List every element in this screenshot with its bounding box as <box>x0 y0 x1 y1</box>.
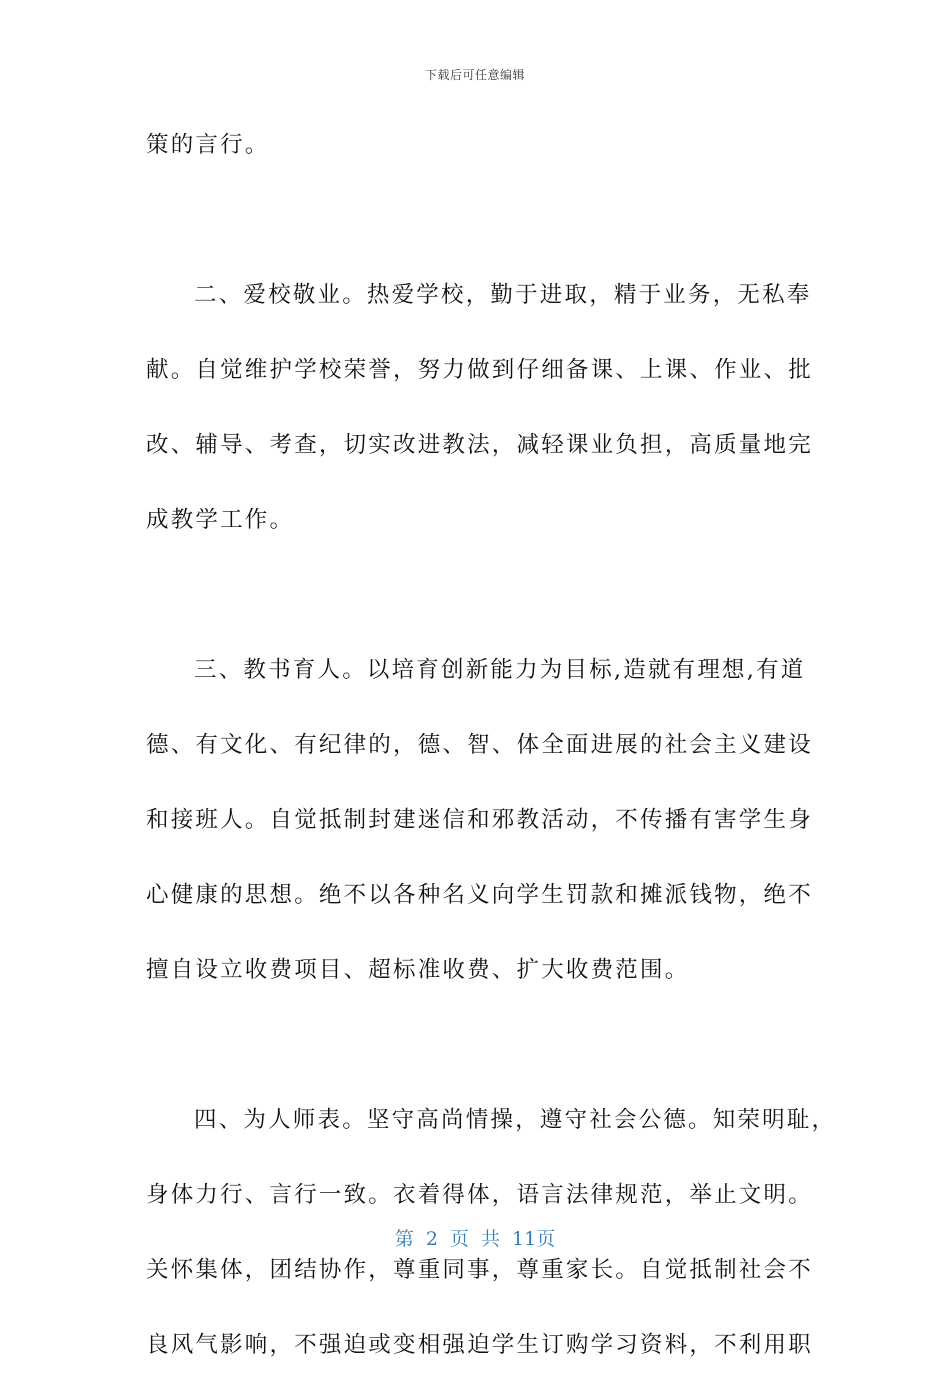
blank-line <box>146 568 810 643</box>
text-line: 策的言行。 <box>146 132 270 158</box>
page-header: 下载后可任意编辑 <box>424 68 525 82</box>
text-line: 良风气影响，不强迫或变相强迫学生订购学习资料，不利用职 <box>146 1332 813 1358</box>
text-line: 身体力行、言行一致。衣着得体，语言法律规范，举止文明。 <box>146 1182 813 1208</box>
page-footer-page-number: 第 2 页 共 11页 <box>394 1228 556 1250</box>
text-line: 献。自觉维护学校荣誉，努力做到仔细备课、上课、作业、批 <box>146 357 813 383</box>
text-line: 心健康的思想。绝不以各种名义向学生罚款和摊派钱物，绝不 <box>146 882 813 908</box>
text-line: 关怀集体，团结协作，尊重同事，尊重家长。自觉抵制社会不 <box>146 1257 813 1283</box>
paragraph-start-line: 二、爱校敬业。热爱学校，勤于进取，精于业务，无私奉 <box>194 282 812 308</box>
text-line: 德、有文化、有纪律的，德、智、体全面进展的社会主义建设 <box>146 732 813 758</box>
blank-line <box>146 193 810 268</box>
blank-line <box>146 1018 810 1093</box>
paragraph-start-line: 三、教书育人。以培育创新能力为目标,造就有理想,有道 <box>194 657 806 683</box>
document-body <box>146 118 837 1393</box>
text-line: 擅自设立收费项目、超标准收费、扩大收费范围。 <box>146 957 690 983</box>
text-line: 改、辅导、考查，切实改进教法，减轻课业负担，高质量地完 <box>146 432 813 458</box>
paragraph-start-line: 四、为人师表。坚守高尚情操，遵守社会公德。知荣明耻， <box>194 1107 837 1133</box>
text-line: 成教学工作。 <box>146 507 295 533</box>
text-line: 和接班人。自觉抵制封建迷信和邪教活动，不传播有害学生身 <box>146 807 813 833</box>
